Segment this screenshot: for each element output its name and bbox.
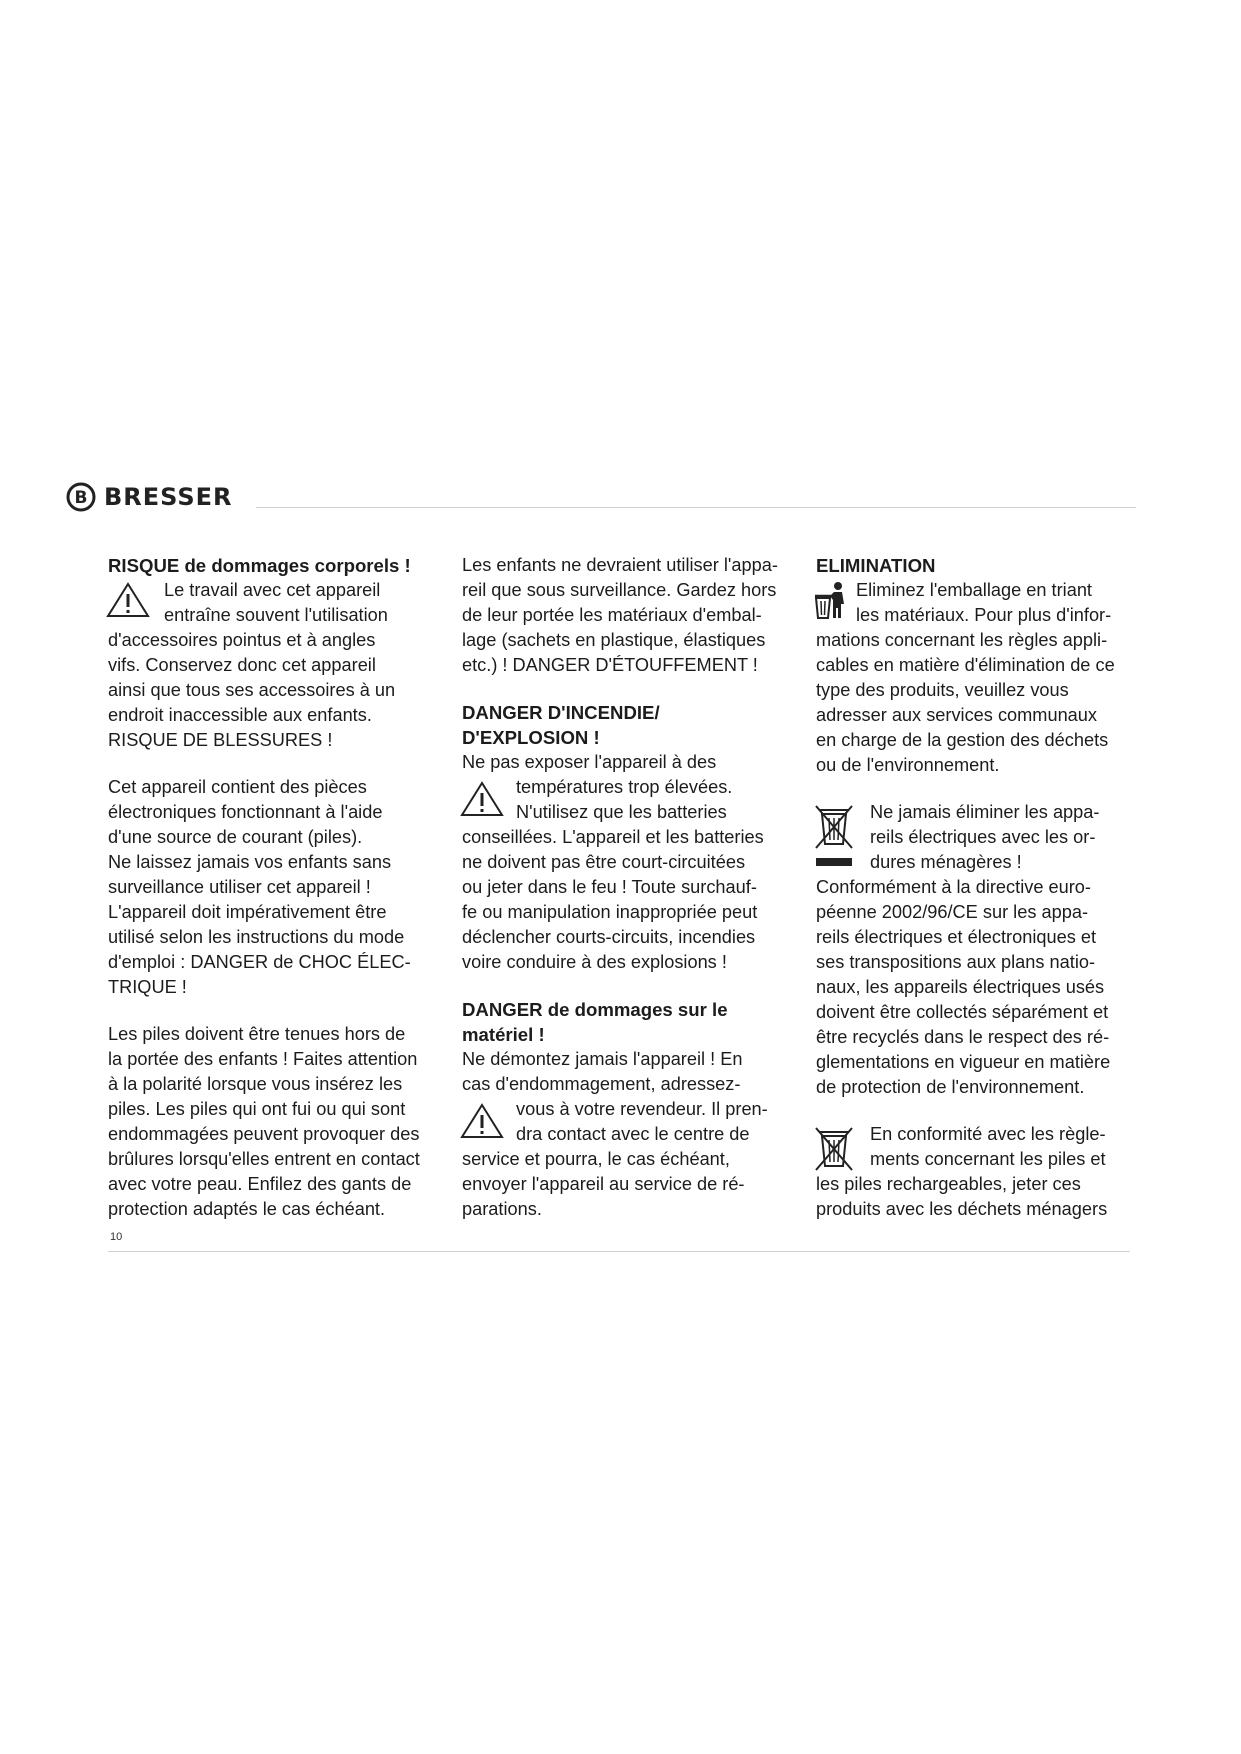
- col3-line: adresser aux services communaux: [816, 705, 1098, 725]
- col1-line: entraîne souvent l'utilisation: [164, 605, 388, 625]
- col1-line: TRIQUE !: [108, 977, 187, 997]
- crossed-bin-icon: [814, 804, 854, 868]
- footer-rule: [108, 1251, 1130, 1252]
- column-2: [462, 553, 787, 1222]
- col2-line: vous à votre revendeur. Il pren-: [516, 1099, 768, 1119]
- col3-line: glementations en vigueur en matière: [816, 1052, 1111, 1072]
- crossed-bin-icon: [814, 1126, 854, 1172]
- col3-line: dures ménagères !: [870, 852, 1022, 872]
- col1-line: brûlures lorsqu'elles entrent en contact: [108, 1149, 420, 1169]
- col3-line: péenne 2002/96/CE sur les appa-: [816, 902, 1088, 922]
- col2-line: cas d'endommagement, adressez-: [462, 1074, 741, 1094]
- col1-line: L'appareil doit impérativement être: [108, 902, 387, 922]
- col3-line: type des produits, veuillez vous: [816, 680, 1069, 700]
- col2-line: envoyer l'appareil au service de ré-: [462, 1174, 745, 1194]
- recycle-bin-icon: [814, 580, 850, 620]
- col3-line: Ne jamais éliminer les appa-: [870, 802, 1100, 822]
- col3-line: doivent être collectés séparément et: [816, 1002, 1109, 1022]
- col3-line: ments concernant les piles et: [870, 1149, 1106, 1169]
- heading-dommages-materiel: DANGER de dommages sur le: [462, 999, 728, 1020]
- heading-risque-corporels: RISQUE de dommages corporels !: [108, 555, 411, 576]
- col1-line: d'emploi : DANGER de CHOC ÉLEC-: [108, 952, 411, 972]
- col1-line: électroniques fonctionnant à l'aide: [108, 802, 383, 822]
- col2-line: service et pourra, le cas échéant,: [462, 1149, 730, 1169]
- brand-name: BRESSER: [104, 483, 233, 511]
- col1-line: endommagées peuvent provoquer des: [108, 1124, 420, 1144]
- col3-line: être recyclés dans le respect des ré-: [816, 1027, 1110, 1047]
- col1-line: endroit inaccessible aux enfants.: [108, 705, 372, 725]
- col3-line: Eliminez l'emballage en triant: [856, 580, 1092, 600]
- col1-line: utilisé selon les instructions du mode: [108, 927, 405, 947]
- col3-line: en charge de la gestion des déchets: [816, 730, 1109, 750]
- svg-text:B: B: [74, 488, 88, 508]
- brand-logo: [66, 482, 233, 512]
- heading-incendie: DANGER D'INCENDIE/: [462, 702, 660, 723]
- col1-line: Le travail avec cet appareil: [164, 580, 381, 600]
- heading-explosion: D'EXPLOSION !: [462, 727, 600, 748]
- column-3: [816, 553, 1141, 1222]
- col1-line: d'une source de courant (piles).: [108, 827, 363, 847]
- col2-line: etc.) ! DANGER D'ÉTOUFFEMENT !: [462, 655, 758, 675]
- header-rule: [256, 507, 1136, 508]
- warning-triangle-icon: [460, 1103, 504, 1139]
- col2-line: dra contact avec le centre de: [516, 1124, 750, 1144]
- col2-line: de leur portée les matériaux d'embal-: [462, 605, 762, 625]
- col1-line: d'accessoires pointus et à angles: [108, 630, 376, 650]
- col3-line: mations concernant les règles appli-: [816, 630, 1108, 650]
- col2-line: fe ou manipulation inappropriée peut: [462, 902, 758, 922]
- col2-line: ou jeter dans le feu ! Toute surchauf-: [462, 877, 757, 897]
- col2-line: Ne pas exposer l'appareil à des: [462, 752, 717, 772]
- col1-line: Cet appareil contient des pièces: [108, 777, 367, 797]
- col2-line: parations.: [462, 1199, 542, 1219]
- warning-triangle-icon: [106, 582, 150, 618]
- col3-line: de protection de l'environnement.: [816, 1077, 1085, 1097]
- col1-line: avec votre peau. Enfilez des gants de: [108, 1174, 412, 1194]
- col2-line: températures trop élevées.: [516, 777, 733, 797]
- col3-line: cables en matière d'élimination de ce: [816, 655, 1115, 675]
- col3-line: ses transpositions aux plans natio-: [816, 952, 1096, 972]
- col1-line: piles. Les piles qui ont fui ou qui sont: [108, 1099, 406, 1119]
- col2-line: déclencher courts-circuits, incendies: [462, 927, 756, 947]
- col2-line: lage (sachets en plastique, élastiques: [462, 630, 766, 650]
- col3-line: les matériaux. Pour plus d'infor-: [856, 605, 1112, 625]
- col2-line: Ne démontez jamais l'appareil ! En: [462, 1049, 743, 1069]
- col1-line: la portée des enfants ! Faites attention: [108, 1049, 418, 1069]
- col1-line: Les piles doivent être tenues hors de: [108, 1024, 406, 1044]
- col3-line: produits avec les déchets ménagers: [816, 1199, 1108, 1219]
- page-number: 10: [110, 1231, 123, 1243]
- col1-line: RISQUE DE BLESSURES !: [108, 730, 333, 750]
- column-1: [108, 553, 433, 1222]
- col1-line: surveillance utiliser cet appareil !: [108, 877, 371, 897]
- heading-materiel: matériel !: [462, 1024, 545, 1045]
- col1-line: Ne laissez jamais vos enfants sans: [108, 852, 392, 872]
- heading-elimination: ELIMINATION: [816, 555, 936, 576]
- col3-line: Conformément à la directive euro-: [816, 877, 1091, 897]
- logo-circle-icon: [66, 482, 96, 512]
- col2-line: N'utilisez que les batteries: [516, 802, 727, 822]
- col1-line: protection adaptés le cas échéant.: [108, 1199, 386, 1219]
- col2-line: ne doivent pas être court-circuitées: [462, 852, 746, 872]
- col1-line: vifs. Conservez donc cet appareil: [108, 655, 376, 675]
- col2-line: conseillées. L'appareil et les batteries: [462, 827, 764, 847]
- col3-line: ou de l'environnement.: [816, 755, 1000, 775]
- col2-line: Les enfants ne devraient utiliser l'appa-: [462, 555, 778, 575]
- col3-line: reils électriques avec les or-: [870, 827, 1096, 847]
- page-header: [66, 482, 1136, 524]
- col3-line: les piles rechargeables, jeter ces: [816, 1174, 1081, 1194]
- col3-line: naux, les appareils électriques usés: [816, 977, 1105, 997]
- col3-line: En conformité avec les règle-: [870, 1124, 1106, 1144]
- col1-line: à la polarité lorsque vous insérez les: [108, 1074, 403, 1094]
- col2-line: voire conduire à des explosions !: [462, 952, 727, 972]
- col1-line: ainsi que tous ses accessoires à un: [108, 680, 396, 700]
- warning-triangle-icon: [460, 781, 504, 817]
- col2-line: reil que sous surveillance. Gardez hors: [462, 580, 777, 600]
- col3-line: reils électriques et électroniques et: [816, 927, 1097, 947]
